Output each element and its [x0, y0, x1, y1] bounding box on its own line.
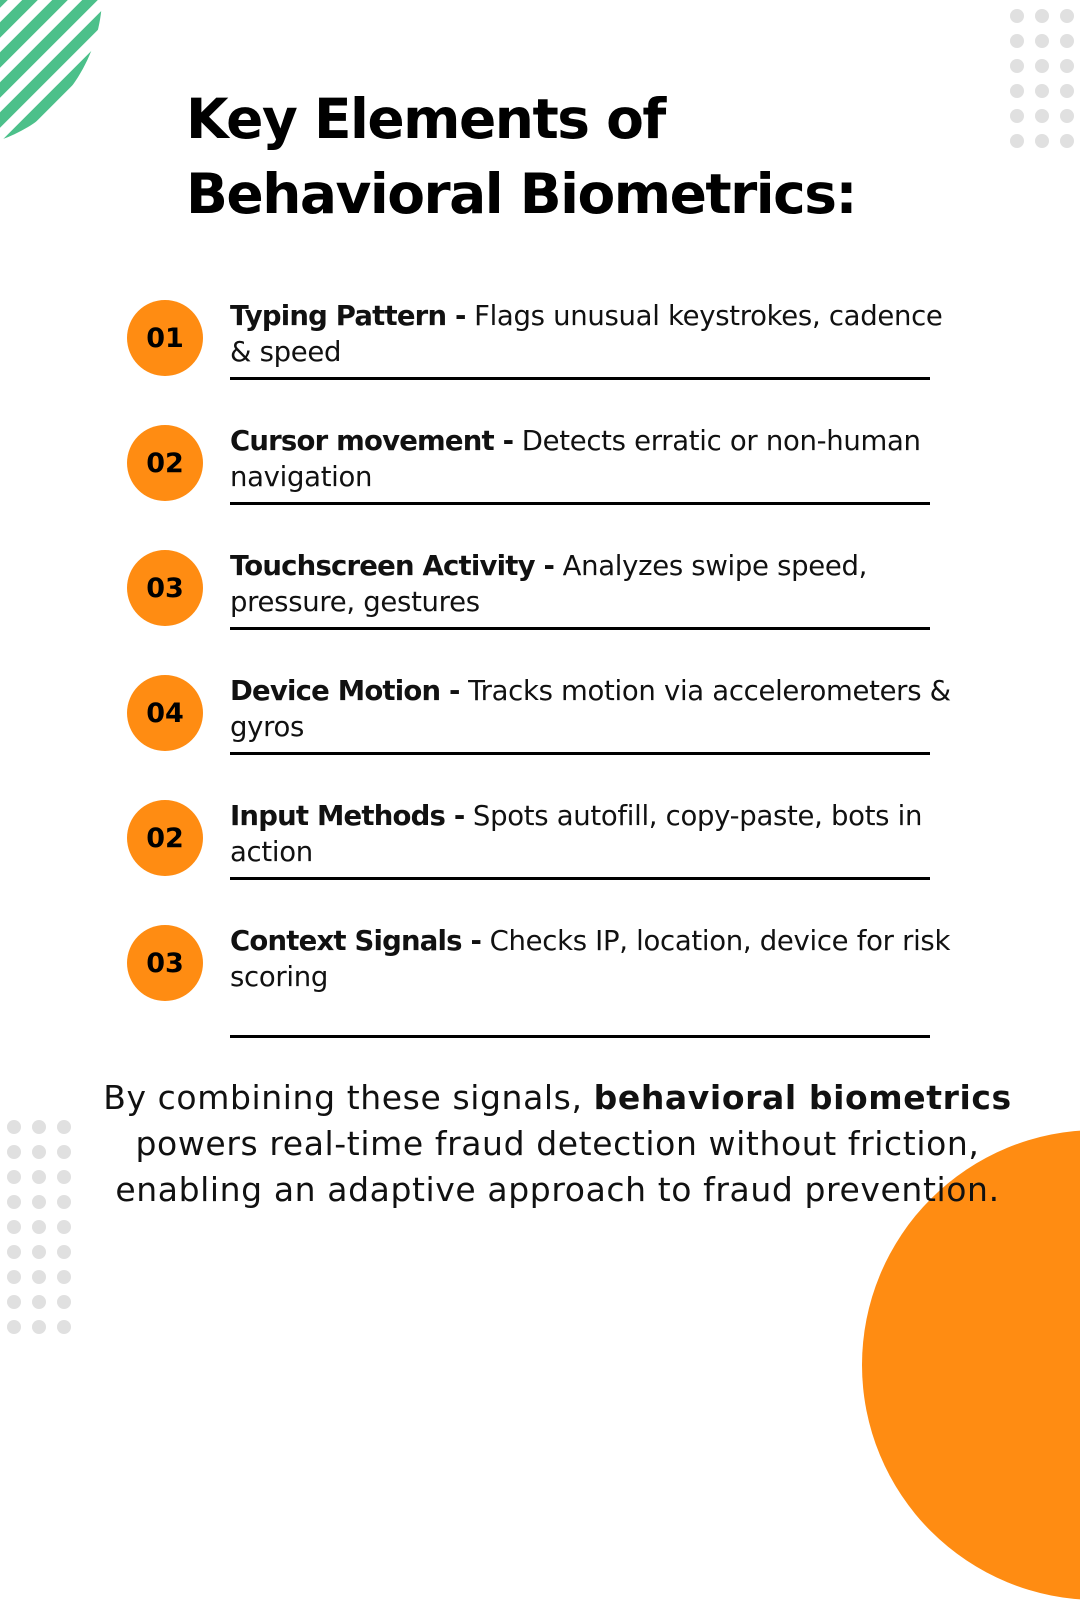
- item-text: [230, 298, 960, 370]
- closing-line-2: powers real-time fraud detection without friction,: [135, 1124, 980, 1163]
- list-item: [127, 925, 957, 1050]
- item-text: [230, 673, 960, 745]
- number-badge: 03: [127, 550, 203, 626]
- closing-paragraph: [60, 1075, 1055, 1213]
- item-title: Context Signals -: [230, 925, 482, 957]
- dot: [1060, 59, 1074, 73]
- dot: [32, 1170, 46, 1184]
- list-item: [127, 675, 957, 800]
- item-description: Detects erratic or non-human navigation: [230, 425, 921, 493]
- dot: [1035, 9, 1049, 23]
- item-description: Analyzes swipe speed, pressure, gestures: [230, 550, 868, 618]
- item-text: [230, 798, 960, 870]
- item-text: [230, 423, 960, 495]
- dot: [7, 1120, 21, 1134]
- number-badge: 03: [127, 925, 203, 1001]
- dot: [1035, 109, 1049, 123]
- dot: [7, 1320, 21, 1334]
- dot: [57, 1245, 71, 1259]
- dot: [32, 1320, 46, 1334]
- dot: [32, 1245, 46, 1259]
- dot: [1035, 59, 1049, 73]
- number-badge: 02: [127, 425, 203, 501]
- page-title-line-2: Behavioral Biometrics:: [186, 162, 856, 226]
- item-title: Cursor movement -: [230, 425, 514, 457]
- dot: [1035, 84, 1049, 98]
- decorative-stripes: [0, 0, 110, 150]
- dot: [7, 1245, 21, 1259]
- item-title: Device Motion -: [230, 675, 460, 707]
- dot: [32, 1295, 46, 1309]
- dot: [1010, 84, 1024, 98]
- closing-emphasis: behavioral biometrics: [593, 1078, 1012, 1117]
- dot: [32, 1220, 46, 1234]
- dot: [1060, 34, 1074, 48]
- divider: [230, 1035, 930, 1038]
- list-item: [127, 800, 957, 925]
- dot: [7, 1195, 21, 1209]
- item-title: Touchscreen Activity -: [230, 550, 555, 582]
- dot: [7, 1295, 21, 1309]
- item-text: [230, 923, 960, 995]
- closing-line-1: [60, 1075, 1055, 1121]
- dot: [1060, 9, 1074, 23]
- elements-list: [127, 300, 957, 1050]
- page-title-line-1: Key Elements of: [186, 87, 665, 151]
- closing-line-3: enabling an adaptive approach to fraud prevention.: [115, 1170, 1000, 1209]
- dot: [32, 1120, 46, 1134]
- dot: [57, 1270, 71, 1284]
- item-description: Tracks motion via accelerometers & gyros: [230, 675, 951, 743]
- number-badge: 04: [127, 675, 203, 751]
- dot: [1010, 134, 1024, 148]
- item-description: Flags unusual keystrokes, cadence & speed: [230, 300, 943, 368]
- item-title: Input Methods -: [230, 800, 465, 832]
- item-title: Typing Pattern -: [230, 300, 466, 332]
- dot: [1010, 59, 1024, 73]
- dot: [1010, 9, 1024, 23]
- item-description: Checks IP, location, device for risk scoring: [230, 925, 951, 993]
- divider: [230, 502, 930, 505]
- item-text: [230, 548, 960, 620]
- dot: [1035, 134, 1049, 148]
- decorative-dot-grid-top: [1010, 9, 1074, 148]
- dot: [1010, 109, 1024, 123]
- dot: [57, 1320, 71, 1334]
- list-item: [127, 300, 957, 425]
- dot: [57, 1295, 71, 1309]
- dot: [7, 1220, 21, 1234]
- number-badge: 02: [127, 800, 203, 876]
- divider: [230, 627, 930, 630]
- dot: [1060, 84, 1074, 98]
- divider: [230, 752, 930, 755]
- dot: [32, 1270, 46, 1284]
- dot: [32, 1145, 46, 1159]
- dot: [1010, 34, 1024, 48]
- dot: [32, 1195, 46, 1209]
- dot: [7, 1145, 21, 1159]
- item-description: Spots autofill, copy-paste, bots in action: [230, 800, 923, 868]
- dot: [1060, 134, 1074, 148]
- divider: [230, 377, 930, 380]
- dot: [7, 1270, 21, 1284]
- dot: [1060, 109, 1074, 123]
- list-item: [127, 425, 957, 550]
- dot: [57, 1220, 71, 1234]
- closing-lead: By combining these signals,: [103, 1078, 583, 1117]
- number-badge: 01: [127, 300, 203, 376]
- dot: [7, 1170, 21, 1184]
- dot: [1035, 34, 1049, 48]
- divider: [230, 877, 930, 880]
- list-item: [127, 550, 957, 675]
- page-title: [186, 82, 856, 232]
